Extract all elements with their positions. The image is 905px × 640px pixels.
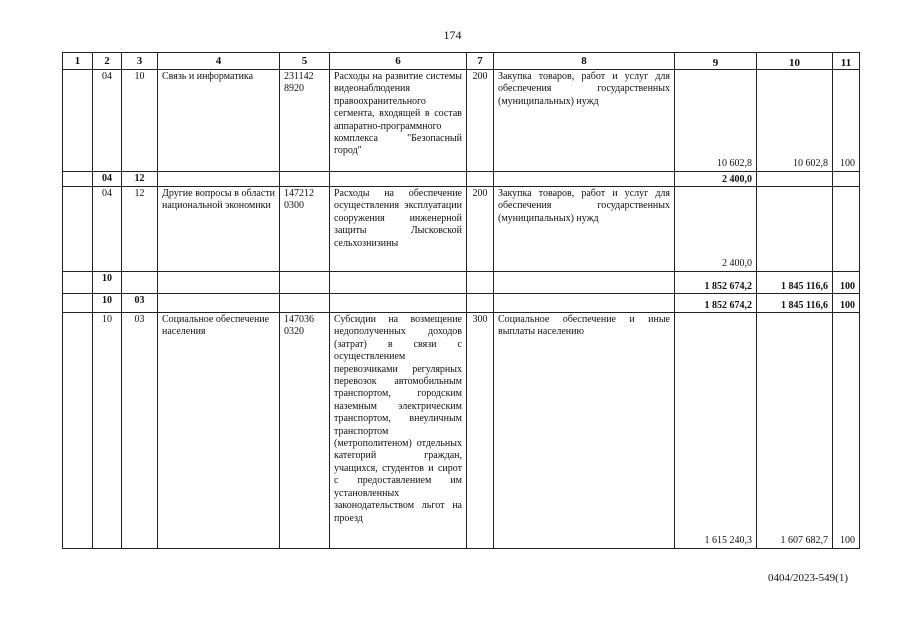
header-col-8: 8 [494, 53, 675, 70]
executed-amount: 1 845 116,6 [757, 294, 833, 313]
expense-purpose: Субсидии на возмещение недополученных доходов (затрат) в связи с осуществлением перевозчиками регулярных перевозок автомобильным транспортом, городским наземным электрическим транспортом, внеуличным транспортом (метрополитеном) отдельных категорий граждан, учащихся, студентов и сирот с предоставлением им установленных законодательством льгот на проезд [330, 313, 467, 549]
header-col-5: 5 [280, 53, 330, 70]
execution-percent [833, 187, 860, 272]
execution-percent: 100 [833, 294, 860, 313]
header-col-7: 7 [467, 53, 494, 70]
executed-amount [757, 172, 833, 187]
header-col-3: 3 [122, 53, 158, 70]
header-col-10: 10 [757, 53, 833, 70]
executed-amount: 10 602,8 [757, 70, 833, 172]
subtotal-row [63, 294, 860, 313]
subsection-code: 12 [122, 172, 158, 187]
executed-amount: 1 607 682,7 [757, 313, 833, 549]
header-col-4: 4 [158, 53, 280, 70]
execution-percent: 100 [833, 313, 860, 549]
execution-percent [833, 172, 860, 187]
execution-percent: 100 [833, 272, 860, 294]
section-code: 10 [93, 313, 122, 549]
subsection-name: Связь и информатика [158, 70, 280, 172]
subsection-code [122, 272, 158, 294]
expense-purpose: Расходы на обеспечение осуществления эксплуатации сооружения инженерной защиты Лысковской сельхознизины [330, 187, 467, 272]
table-row [63, 187, 860, 272]
executed-amount [757, 187, 833, 272]
table-row [63, 313, 860, 549]
planned-amount: 2 400,0 [675, 187, 757, 272]
planned-amount: 1 852 674,2 [675, 272, 757, 294]
expense-type-code: 200 [467, 187, 494, 272]
subsection-code: 10 [122, 70, 158, 172]
subsection-name: Другие вопросы в области национальной экономики [158, 187, 280, 272]
section-code: 10 [93, 294, 122, 313]
header-col-2: 2 [93, 53, 122, 70]
section-code: 10 [93, 272, 122, 294]
header-row [63, 53, 860, 70]
subsection-name: Социальное обеспечение населения [158, 313, 280, 549]
expense-type-name: Закупка товаров, работ и услуг для обеспечения государственных (муниципальных) нужд [494, 187, 675, 272]
planned-amount: 1 615 240,3 [675, 313, 757, 549]
planned-amount: 10 602,8 [675, 70, 757, 172]
expense-type-name: Социальное обеспечение и иные выплаты населению [494, 313, 675, 549]
execution-percent: 100 [833, 70, 860, 172]
subsection-code: 03 [122, 294, 158, 313]
header-col-1: 1 [63, 53, 93, 70]
header-col-11: 11 [833, 53, 860, 70]
subsection-code: 12 [122, 187, 158, 272]
section-code: 04 [93, 172, 122, 187]
header-col-6: 6 [330, 53, 467, 70]
table-row [63, 70, 860, 172]
budget-table [62, 52, 860, 549]
subtotal-row [63, 272, 860, 294]
section-code: 04 [93, 70, 122, 172]
document-code: 0404/2023-549(1) [767, 572, 848, 584]
expense-type-code: 200 [467, 70, 494, 172]
planned-amount: 1 852 674,2 [675, 294, 757, 313]
subtotal-row [63, 172, 860, 187]
header-col-9: 9 [675, 53, 757, 70]
planned-amount: 2 400,0 [675, 172, 757, 187]
executed-amount: 1 845 116,6 [757, 272, 833, 294]
subsection-code: 03 [122, 313, 158, 549]
expense-type-code: 300 [467, 313, 494, 549]
target-article-code: 231142 8920 [280, 70, 330, 172]
target-article-code: 147212 0300 [280, 187, 330, 272]
section-code: 04 [93, 187, 122, 272]
expense-purpose: Расходы на развитие системы видеонаблюдения правоохранительного сегмента, входящей в состав аппаратно-программного комплекса "Безопасный город" [330, 70, 467, 172]
target-article-code: 147036 0320 [280, 313, 330, 549]
page-number: 174 [443, 28, 462, 42]
expense-type-name: Закупка товаров, работ и услуг для обеспечения государственных (муниципальных) нужд [494, 70, 675, 172]
